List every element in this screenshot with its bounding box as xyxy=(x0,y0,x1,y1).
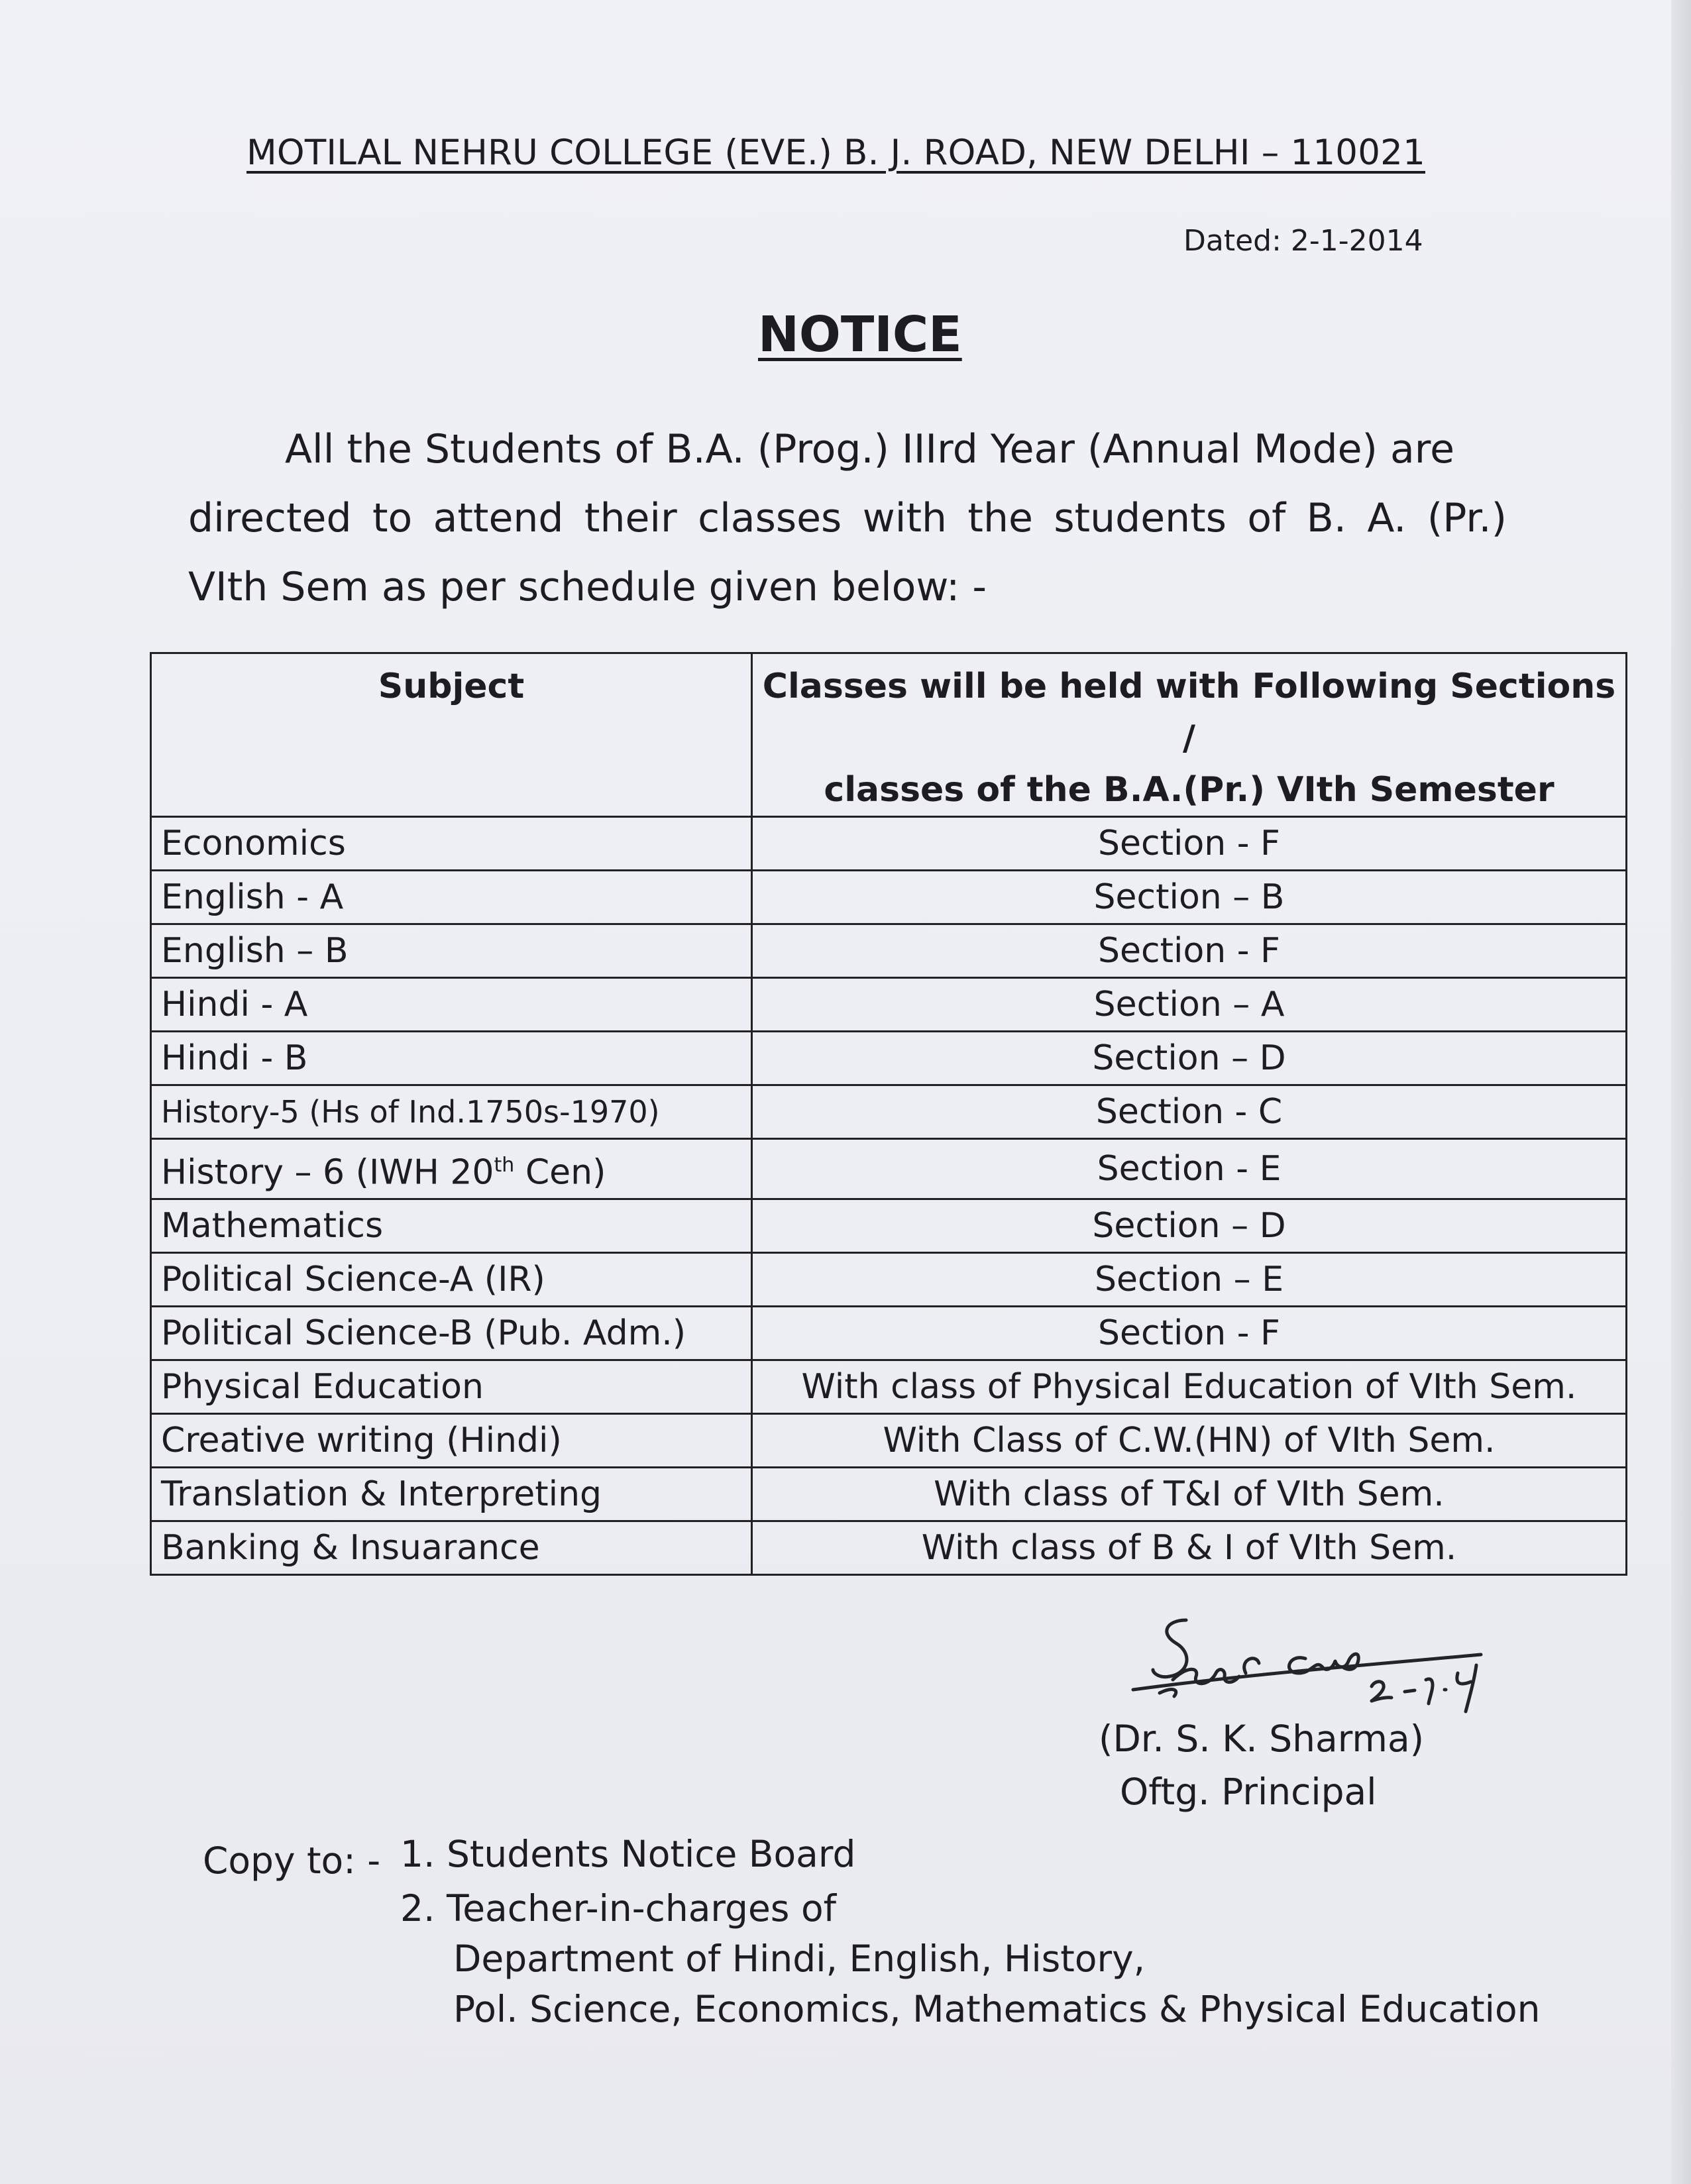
section-cell: Section - C xyxy=(752,1085,1627,1139)
subject-cell: Political Science-A (IR) xyxy=(151,1253,752,1307)
notice-date: Dated: 2-1-2014 xyxy=(1183,224,1423,258)
table-row xyxy=(151,817,1627,871)
table-row xyxy=(151,1199,1627,1253)
section-cell: Section – A xyxy=(752,978,1627,1032)
header-classes-line-2: classes of the B.A.(Pr.) VIth Semester xyxy=(824,770,1555,810)
header-classes xyxy=(752,653,1627,817)
section-cell: With class of Physical Education of VIth Sem. xyxy=(752,1360,1627,1414)
subject-cell: Physical Education xyxy=(151,1360,752,1414)
section-cell: Section – B xyxy=(752,871,1627,924)
table-row xyxy=(151,1468,1627,1521)
table-row xyxy=(151,978,1627,1032)
table-row xyxy=(151,1032,1627,1085)
subject-cell: History-5 (Hs of Ind.1750s-1970) xyxy=(151,1085,752,1139)
subject-cell: Banking & Insuarance xyxy=(151,1521,752,1575)
table-row xyxy=(151,871,1627,924)
notice-body-line-3: VIth Sem as per schedule given below: - xyxy=(188,564,987,610)
signatory-role: Oftg. Principal xyxy=(1120,1771,1377,1813)
section-cell: Section - F xyxy=(752,924,1627,978)
notice-title: NOTICE xyxy=(758,306,962,363)
table-row xyxy=(151,1414,1627,1468)
subject-cell: Creative writing (Hindi) xyxy=(151,1414,752,1468)
table-row xyxy=(151,1253,1627,1307)
copy-to-label: Copy to: - xyxy=(203,1839,381,1882)
section-cell: With class of B & I of VIth Sem. xyxy=(752,1521,1627,1575)
paper-edge xyxy=(1671,0,1691,2184)
college-header: MOTILAL NEHRU COLLEGE (EVE.) B. J. ROAD, NEW DELHI – 110021 xyxy=(246,133,1425,173)
table-row xyxy=(151,1139,1627,1199)
copy-to-item-2-line-2: Department of Hindi, English, History, xyxy=(453,1938,1146,1980)
section-cell: Section – D xyxy=(752,1199,1627,1253)
header-subject: Subject xyxy=(151,653,752,817)
table-row xyxy=(151,1085,1627,1139)
subject-cell: Political Science-B (Pub. Adm.) xyxy=(151,1307,752,1360)
section-cell: Section – E xyxy=(752,1253,1627,1307)
subject-cell: Mathematics xyxy=(151,1199,752,1253)
ordinal-superscript: th xyxy=(494,1154,515,1177)
section-cell: With class of T&I of VIth Sem. xyxy=(752,1468,1627,1521)
copy-to-item-2: 2. Teacher-in-charges of xyxy=(400,1887,836,1930)
subject-cell: English - A xyxy=(151,871,752,924)
section-cell: Section - E xyxy=(752,1139,1627,1199)
header-classes-line-1: Classes will be held with Following Sections / xyxy=(762,667,1616,758)
notice-body-line-2: directed to attend their classes with the students of B. A. (Pr.) xyxy=(188,495,1507,541)
table-row xyxy=(151,1360,1627,1414)
section-cell: Section – D xyxy=(752,1032,1627,1085)
subject-cell: Hindi - B xyxy=(151,1032,752,1085)
section-cell: With Class of C.W.(HN) of VIth Sem. xyxy=(752,1414,1627,1468)
subject-text-end: Cen) xyxy=(514,1152,606,1193)
subject-cell: Economics xyxy=(151,817,752,871)
notice-body xyxy=(188,415,1507,622)
subject-text: History – 6 (IWH 20 xyxy=(161,1152,494,1193)
notice-body-line-1: All the Students of B.A. (Prog.) IIIrd Year (Annual Mode) are xyxy=(285,426,1455,472)
subject-cell: English – B xyxy=(151,924,752,978)
section-cell: Section - F xyxy=(752,817,1627,871)
subject-cell xyxy=(151,1139,752,1199)
subject-cell: Translation & Interpreting xyxy=(151,1468,752,1521)
section-cell: Section - F xyxy=(752,1307,1627,1360)
table-row xyxy=(151,924,1627,978)
subject-cell: Hindi - A xyxy=(151,978,752,1032)
table-header-row xyxy=(151,653,1627,817)
signatory-name: (Dr. S. K. Sharma) xyxy=(1099,1718,1425,1760)
schedule-table xyxy=(150,652,1627,1576)
table-row xyxy=(151,1307,1627,1360)
table-row xyxy=(151,1521,1627,1575)
copy-to-item-1: 1. Students Notice Board xyxy=(400,1833,856,1875)
copy-to-item-2-line-3: Pol. Science, Economics, Mathematics & Physical Education xyxy=(453,1988,1541,2030)
